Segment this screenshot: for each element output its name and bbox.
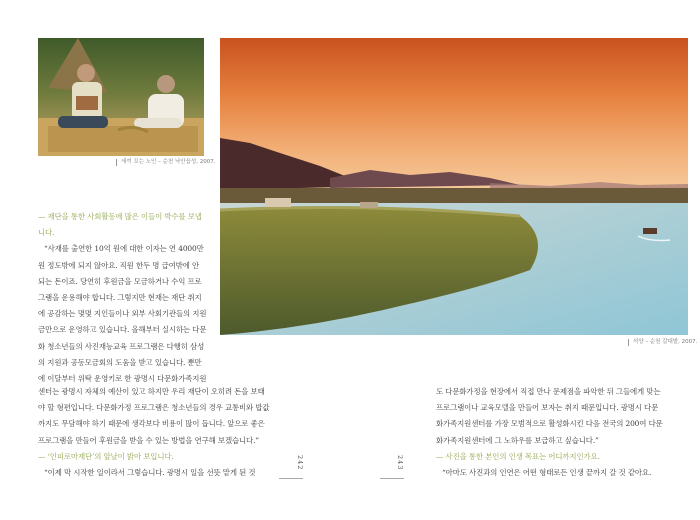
paragraph-line: 센터는 광명시 자체의 예산이 있고 하지만 우리 재단이 오히려 돈을 보태 (38, 387, 265, 396)
paragraph-line: 야 할 형편입니다. 다문화가정 프로그램은 청소년들의 경우 교통비와 밥값 (38, 403, 270, 413)
question-heading: — 사진을 통한 본인의 인생 목표는 어디까지인가요. (436, 451, 600, 461)
page-number-left: 242 (296, 455, 304, 471)
question-heading: — ‘인피로마재단’의 앞날이 밝아 보입니다. (38, 451, 174, 461)
paragraph-line: “사재를 출연한 10억 원에 대한 이자는 연 4000만 (44, 244, 204, 254)
photo-elders-weaving (38, 38, 204, 156)
paragraph-line: 원 정도밖에 되지 않아요. 직원 한두 명 급여밖에 안 (38, 260, 200, 270)
paragraph-line: 화가족지원센터에 그 노하우를 보급하고 싶습니다.” (436, 435, 599, 445)
left-column-text (38, 209, 270, 387)
question-heading: — 재단을 통한 사회활동에 많은 이들이 박수를 보냅 (38, 212, 202, 221)
question-heading-cont: 니다. (38, 228, 55, 238)
page-number-right: 243 (396, 455, 404, 471)
paragraph-line: 까지도 무담해야 하기 때문에 생각보다 비용이 많이 듭니다. 앞으로 좋은 (38, 419, 265, 429)
paragraph-line: 프로그램이나 교육모델을 만들어 보자는 취지 때문입니다. 광명시 다문 (436, 403, 659, 413)
paragraph-line: 의 지원과 공동모금회의 도움을 받고 있습니다. 뿐만 (38, 357, 202, 367)
paragraph-line: 금만으로 운영하고 있습니다. 올해부터 실시하는 다문 (38, 325, 207, 335)
paragraph-line: 화가족지원센터를 가장 모범적으로 활성화시킨 다음 전국의 200여 다문 (436, 419, 663, 429)
right-column-text (436, 384, 688, 481)
paragraph-line: 되는 돈이죠. 당연히 후원금을 모금하거나 수익 프로 (38, 276, 202, 286)
paragraph-line: 그램을 운용해야 합니다. 그렇지만 현재는 재단 취지 (38, 293, 202, 303)
left-lower-text (38, 384, 270, 481)
paragraph-line: 화 청소년들의 사진재능교육 프로그램은 다행히 삼성 (38, 341, 205, 351)
paragraph-line: “아마도 사진과의 인연은 어떤 형태로든 인생 끝까지 갈 것 같아요. (442, 468, 652, 478)
caption-large-photo: 석양 – 순천 갈대밭, 2007. (628, 339, 697, 346)
photo-sunset-marsh (220, 38, 688, 335)
paragraph-line: 프로그램을 만들어 후원금을 받을 수 있는 방법을 연구해 보겠습니다.” (38, 435, 260, 445)
caption-small-photo: 새끼 꼬는 노인 – 순천 낙안읍성, 2007. (116, 159, 216, 166)
paragraph-line: 도 다문화가정을 현장에서 직접 만나 문제점을 파악한 뒤 그들에게 맞는 (436, 387, 661, 396)
page-number-rule-right (380, 478, 404, 479)
paragraph-line: 에 공감하는 몇몇 지인들이나 외부 사회기관들의 지원 (38, 309, 207, 319)
page-number-rule-left (279, 478, 303, 479)
paragraph-line: “이제 막 시작한 일이라서 그렇습니다. 광명시 일을 선뜻 맡게 된 것 (44, 468, 256, 478)
paragraph-line: 에 이달부터 위탁 운영키로 한 광명시 다문화가족지원 (38, 374, 207, 384)
